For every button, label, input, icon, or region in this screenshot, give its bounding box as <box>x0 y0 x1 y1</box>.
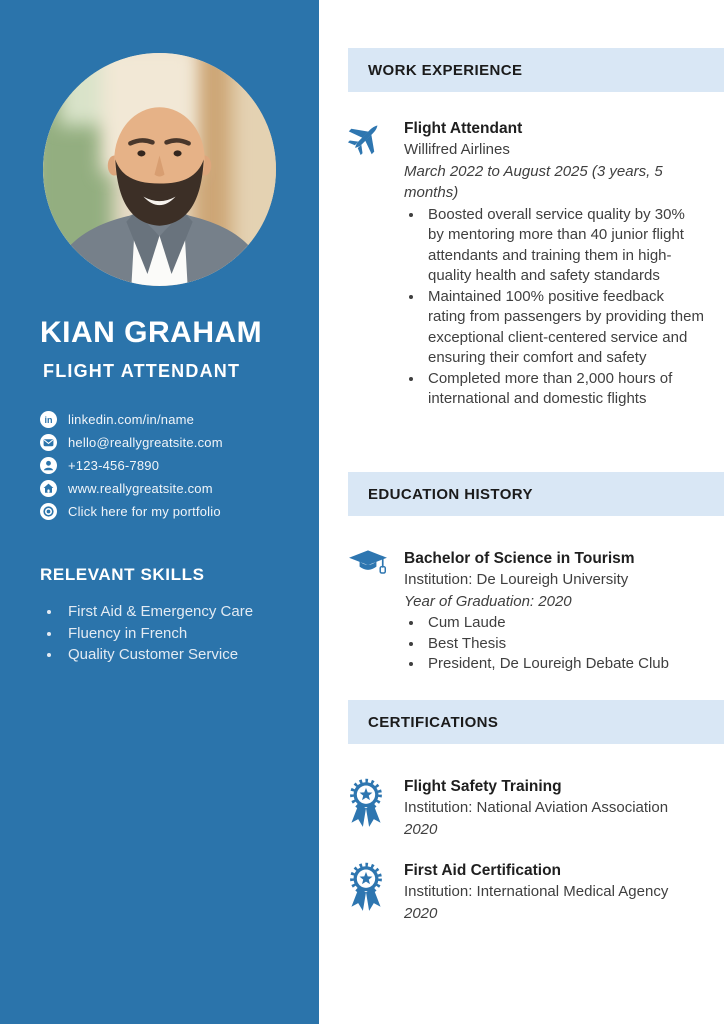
job-title: Flight Attendant <box>404 120 523 137</box>
contact-email[interactable] <box>40 434 223 451</box>
section-heading-text: EDUCATION HISTORY <box>368 485 533 503</box>
section-header-work-experience <box>348 48 724 92</box>
person-title: FLIGHT ATTENDANT <box>43 361 241 381</box>
certification-entry <box>348 860 724 924</box>
certification-title: Flight Safety Training <box>404 778 562 795</box>
airplane-icon <box>348 118 404 410</box>
person-icon <box>40 457 57 474</box>
portrait-illustration <box>43 53 276 286</box>
section-header-certifications <box>348 700 724 744</box>
contact-portfolio-link[interactable] <box>40 503 223 520</box>
education-entry-body <box>404 548 704 675</box>
contact-text: linkedin.com/in/name <box>68 412 195 427</box>
award-ribbon-icon <box>348 860 404 924</box>
education-institution: Institution: De Loureigh University <box>404 571 629 588</box>
award-ribbon-icon <box>348 776 404 840</box>
svg-text:in: in <box>44 415 53 425</box>
skills-heading: RELEVANT SKILLS <box>40 565 205 584</box>
home-icon <box>40 480 57 497</box>
certification-year: 2020 <box>404 904 438 922</box>
certification-entry <box>348 776 724 840</box>
education-entry <box>348 548 724 675</box>
work-experience-section <box>319 48 724 410</box>
email-icon <box>40 434 57 451</box>
contact-text: Click here for my portfolio <box>68 504 221 519</box>
certification-year: 2020 <box>404 820 438 838</box>
graduation-cap-icon <box>348 548 404 675</box>
contact-text: www.reallygreatsite.com <box>68 481 213 496</box>
company-name: Willifred Airlines <box>404 141 510 158</box>
education-bullet: • Best Thesis <box>424 634 704 655</box>
degree-title: Bachelor of Science in Tourism <box>404 550 635 567</box>
skills-list <box>46 601 253 666</box>
work-bullet: • Maintained 100% positive feedback rating from passengers by providing them exceptional client-centered service and ensuring their comfort and safety <box>424 287 704 369</box>
section-heading-text: WORK EXPERIENCE <box>368 61 523 79</box>
certification-title: First Aid Certification <box>404 862 562 879</box>
skill-item: • First Aid & Emergency Care <box>62 601 253 623</box>
education-bullet: • President, De Loureigh Debate Club <box>424 654 704 675</box>
main-content <box>319 0 724 1024</box>
work-entry-body <box>404 118 704 410</box>
skill-item: • Fluency in French <box>62 623 253 645</box>
certifications-section <box>319 700 724 924</box>
education-bullet: • Cum Laude <box>424 613 704 634</box>
education-history-section <box>319 472 724 675</box>
section-heading-text: CERTIFICATIONS <box>368 713 499 731</box>
certification-institution: Institution: National Aviation Association <box>404 799 669 816</box>
skill-item: • Quality Customer Service <box>62 644 253 666</box>
education-bullet-list <box>404 613 704 675</box>
contact-list <box>40 411 223 520</box>
contact-linkedin[interactable] <box>40 411 223 428</box>
profile-photo <box>43 53 276 286</box>
certification-institution: Institution: International Medical Agency <box>404 883 669 900</box>
work-bullet: • Completed more than 2,000 hours of international and domestic flights <box>424 369 704 410</box>
eye-icon <box>40 503 57 520</box>
linkedin-icon <box>40 411 57 428</box>
person-name: KIAN GRAHAM <box>40 316 263 349</box>
employment-dates: March 2022 to August 2025 (3 years, 5 months) <box>404 162 663 201</box>
contact-phone <box>40 457 223 474</box>
graduation-year: Year of Graduation: 2020 <box>404 592 572 610</box>
contact-website[interactable] <box>40 480 223 497</box>
work-bullet: • Boosted overall service quality by 30% by mentoring more than 40 junior flight attendants and training them in high-quality health and safety standards <box>424 205 704 287</box>
work-entry <box>348 118 724 410</box>
contact-text: +123-456-7890 <box>68 458 160 473</box>
contact-text: hello@reallygreatsite.com <box>68 435 223 450</box>
certification-entry-body <box>404 860 704 924</box>
work-bullet-list <box>404 205 704 410</box>
sidebar <box>0 0 319 1024</box>
certification-entry-body <box>404 776 704 840</box>
section-header-education-history <box>348 472 724 516</box>
